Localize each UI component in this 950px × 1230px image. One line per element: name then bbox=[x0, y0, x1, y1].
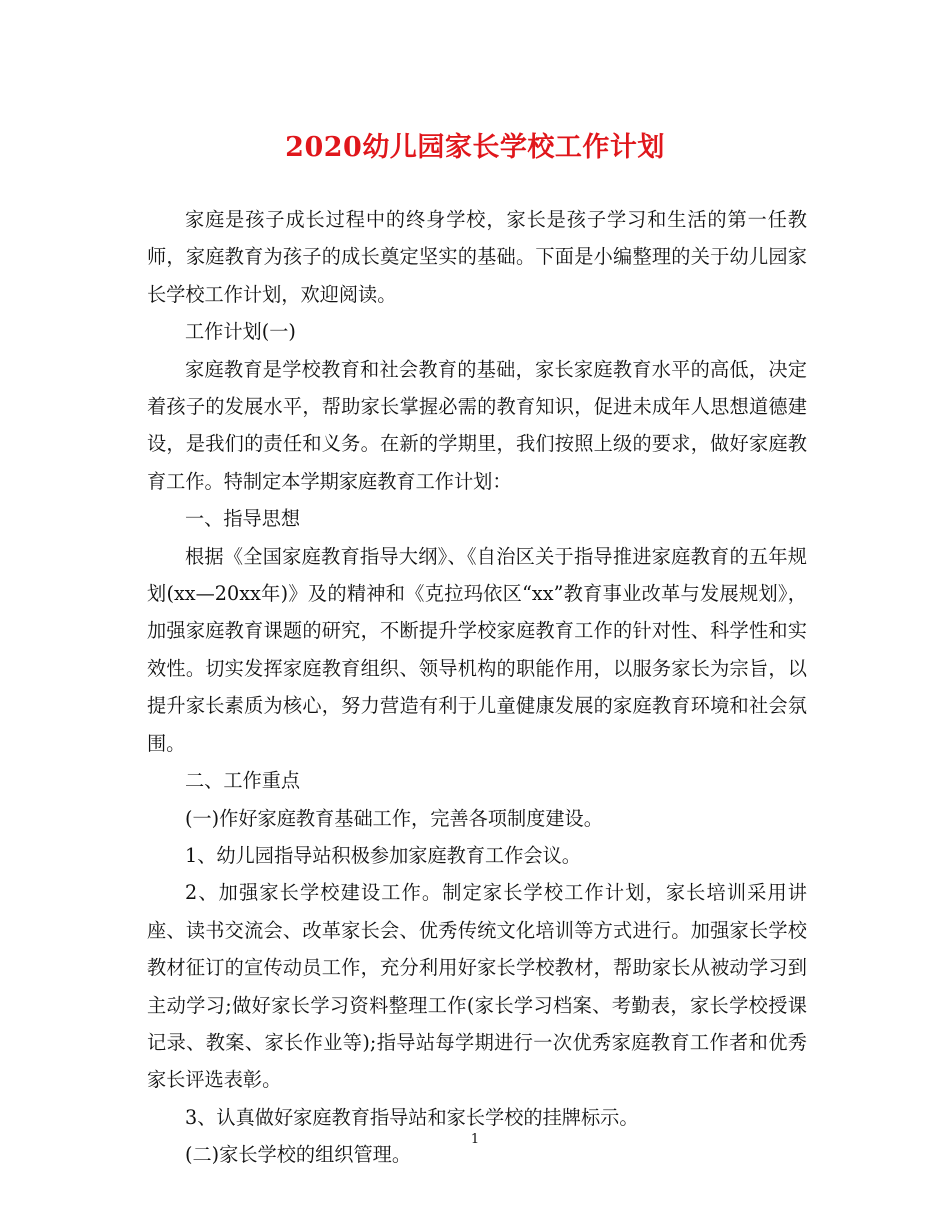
section-heading-work-focus: 二、工作重点 bbox=[185, 769, 301, 793]
document-body bbox=[147, 201, 807, 1174]
page-number: 1 bbox=[470, 1132, 480, 1147]
section-heading-plan-1: 工作计划(一) bbox=[185, 320, 296, 344]
subsection-heading: (一)作好家庭教育基础工作，完善各项制度建设。 bbox=[185, 806, 603, 830]
list-item: 2、加强家长学校建设工作。制定家长学校工作计划，家长培训采用讲座、读书交流会、改革家长会、优秀传统文化培训等方式进行。加强家长学校教材征订的宣传动员工作，充分利用好家长学校教材，帮助家长从被动学习到主动学习;做好家长学习资料整理工作(家长学习档案、考勤表，家长学校授课记录、教案、家长作业等);指导站每学期进行一次优秀家庭教育工作者和优秀家长评选表彰。 bbox=[147, 881, 807, 1092]
section-heading-guiding-thought: 一、指导思想 bbox=[185, 507, 301, 531]
subsection-heading: (二)家长学校的组织管理。 bbox=[185, 1143, 412, 1167]
document-title: 2020幼儿园家长学校工作计划 bbox=[285, 132, 665, 163]
body-paragraph: 家庭教育是学校教育和社会教育的基础，家长家庭教育水平的高低，决定着孩子的发展水平，帮助家长掌握必需的教育知识，促进未成年人思想道德建设，是我们的责任和义务。在新的学期里，我们按照上级的要求，做好家庭教育工作。特制定本学期家庭教育工作计划： bbox=[147, 357, 807, 493]
list-item: 1、幼儿园指导站积极参加家庭教育工作会议。 bbox=[185, 843, 581, 867]
list-item: 3、认真做好家庭教育指导站和家长学校的挂牌标示。 bbox=[185, 1105, 639, 1129]
intro-paragraph: 家庭是孩子成长过程中的终身学校，家长是孩子学习和生活的第一任教师，家庭教育为孩子的成长奠定坚实的基础。下面是小编整理的关于幼儿园家长学校工作计划，欢迎阅读。 bbox=[147, 208, 807, 306]
body-paragraph: 根据《全国家庭教育指导大纲》、《自治区关于指导推进家庭教育的五年规划(xx—20xx年)》及的精神和《克拉玛依区“xx”教育事业改革与发展规划》，加强家庭教育课题的研究，不断提升学校家庭教育工作的针对性、科学性和实效性。切实发挥家庭教育组织、领导机构的职能作用，以服务家长为宗旨，以提升家长素质为核心，努力营造有利于儿童健康发展的家庭教育环境和社会氛围。 bbox=[147, 544, 807, 755]
